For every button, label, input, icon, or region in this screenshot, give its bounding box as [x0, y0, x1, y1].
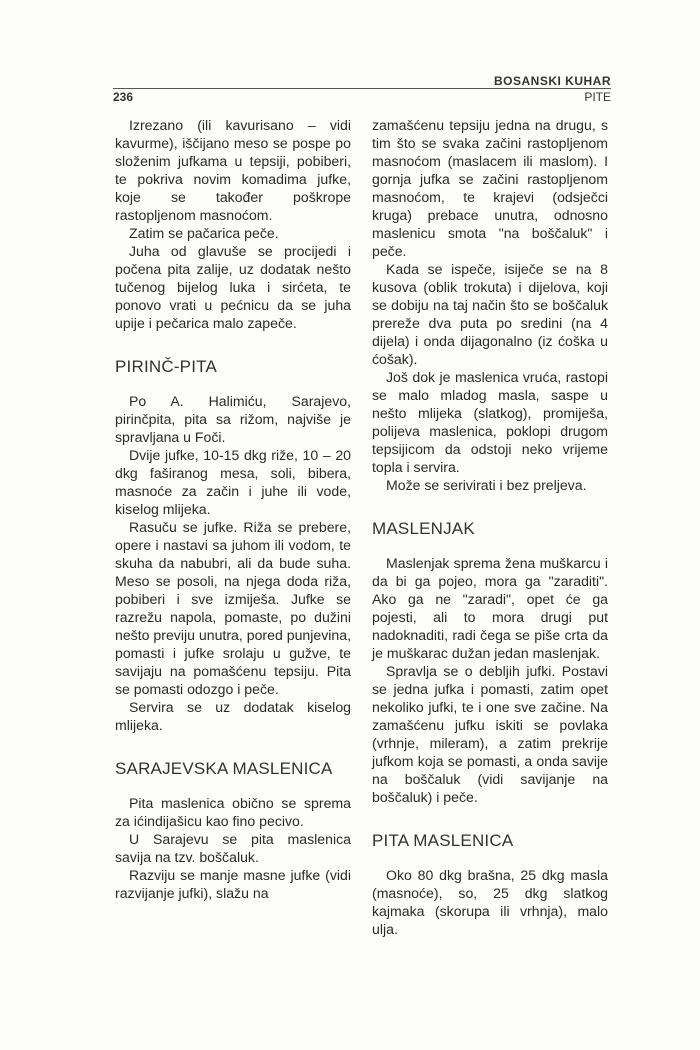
paragraph: Spravlja se o debljih jufki. Postavi se jedna jufka i pomasti, zatim opet nekoliko jufki, te i one sve začine. Na zamašćenu jufku iskiti se povlaka (vrhnje, mileram), a zatim prekrije jufkom koja se pomasti, a onda savije na boščaluk (vidi savijanje na boščaluk) i peče. — [372, 663, 608, 805]
paragraph: Razviju se manje masne jufke (vidi razvijanje jufki), slažu na — [115, 867, 351, 901]
running-head — [113, 74, 611, 104]
paragraph: Još dok je maslenica vruća, rastopi se malo mladog masla, saspe u nešto mlijeka (slatkog), promiješa, polijeva maslenica, poklopi drugom tepsijicom da odstoji neko vrijeme topla i servira. — [372, 369, 608, 475]
paragraph: Kada se ispeče, isiječe se na 8 kusova (oblik trokuta) i dijelova, koji se dobiju na taj način što se boščaluk prereže dva puta po sredini (na 4 dijela) i onda dijagonalno (iz ćoška u ćošak). — [372, 261, 608, 367]
recipe-title-pita-maslenica: PITA MASLENICA — [372, 831, 514, 850]
paragraph: Pita maslenica obično se sprema za ićindijašicu kao fino pecivo. — [115, 795, 351, 829]
paragraph: Rasuču se jufke. Riža se prebere, opere i nastavi sa juhom ili vodom, te skuha da nabubri, ali da bude suha. Meso se posoli, na njega doda riža, pobiberi i sve izmiješa. Jufke se razrežu napola, pomaste, po dužini nešto previju unutra, pored punjevina, pomasti i jufke srolaju u gužve, te savijaju na pomašćenu tepsiju. Pita se pomasti odozgo i peče. — [115, 519, 351, 697]
left-column — [115, 116, 351, 902]
header-rule — [113, 88, 611, 89]
section-name: PITE — [584, 90, 611, 104]
paragraph: Zatim se pačarica peče. — [129, 225, 279, 241]
paragraph: U Sarajevu se pita maslenica savija na tzv. boščaluk. — [115, 831, 351, 865]
right-column — [372, 116, 608, 938]
recipe-title-maslenjak: MASLENJAK — [372, 519, 475, 538]
recipe-title-pirinc-pita: PIRINČ-PITA — [115, 357, 218, 376]
ingredients-paragraph: Oko 80 dkg brašna, 25 dkg masla (masnoće), so, 25 dkg slatkog kajmaka (skorupa ili vrhnja), malo ulja. — [372, 867, 608, 937]
recipe-title-sarajevska-maslenica: SARAJEVSKA MASLENICA — [115, 759, 333, 778]
paragraph: Može se serivirati i bez preljeva. — [386, 477, 587, 493]
paragraph: Maslenjak sprema žena muškarcu i da bi ga pojeo, mora ga "zaraditi". Ako ga ne "zaradi", opet će ga pojesti, ali to mora drugi put nadoknaditi, radi čega se piše crta da je muškarac dužan jedan maslenjak. — [372, 555, 608, 661]
paragraph: Izrezano (ili kavurisano – vidi kavurme), iščijano meso se pospe po složenim jufkama u tepsiji, pobiberi, te pokriva novim komadima jufke, koje se također poškrope rastopljenom masnoćom. — [115, 117, 351, 223]
ingredients-paragraph: Dvije jufke, 10-15 dkg riže, 10 – 20 dkg faširanog mesa, soli, bibera, masnoće za začin i juhe ili vode, kiselog mlijeka. — [115, 447, 351, 517]
page-number: 236 — [113, 90, 134, 104]
paragraph: Servira se uz dodatak kiselog mlijeka. — [115, 699, 351, 733]
paragraph: Po A. Halimiću, Sarajevo, pirinčpita, pita sa rižom, najviše je spravljana u Foči. — [115, 393, 351, 445]
book-title: BOSANSKI KUHAR — [493, 74, 611, 88]
paragraph: Juha od glavuše se procijedi i počena pita zalije, uz dodatak nešto tučenog bijelog luka i sirćeta, te ponovo vrati u pećnicu da se juha upije i pečarica malo zapeče. — [115, 243, 351, 331]
paragraph: zamašćenu tepsiju jedna na drugu, s tim što se svaka začini rastopljenom masnoćom (maslacem ili maslom). I gornja jufka se začini rastopljenom masnoćom, te krajevi (odsječci kruga) prebace unutra, odnosno maslenicu smota "na boščaluk" i peče. — [372, 117, 608, 259]
